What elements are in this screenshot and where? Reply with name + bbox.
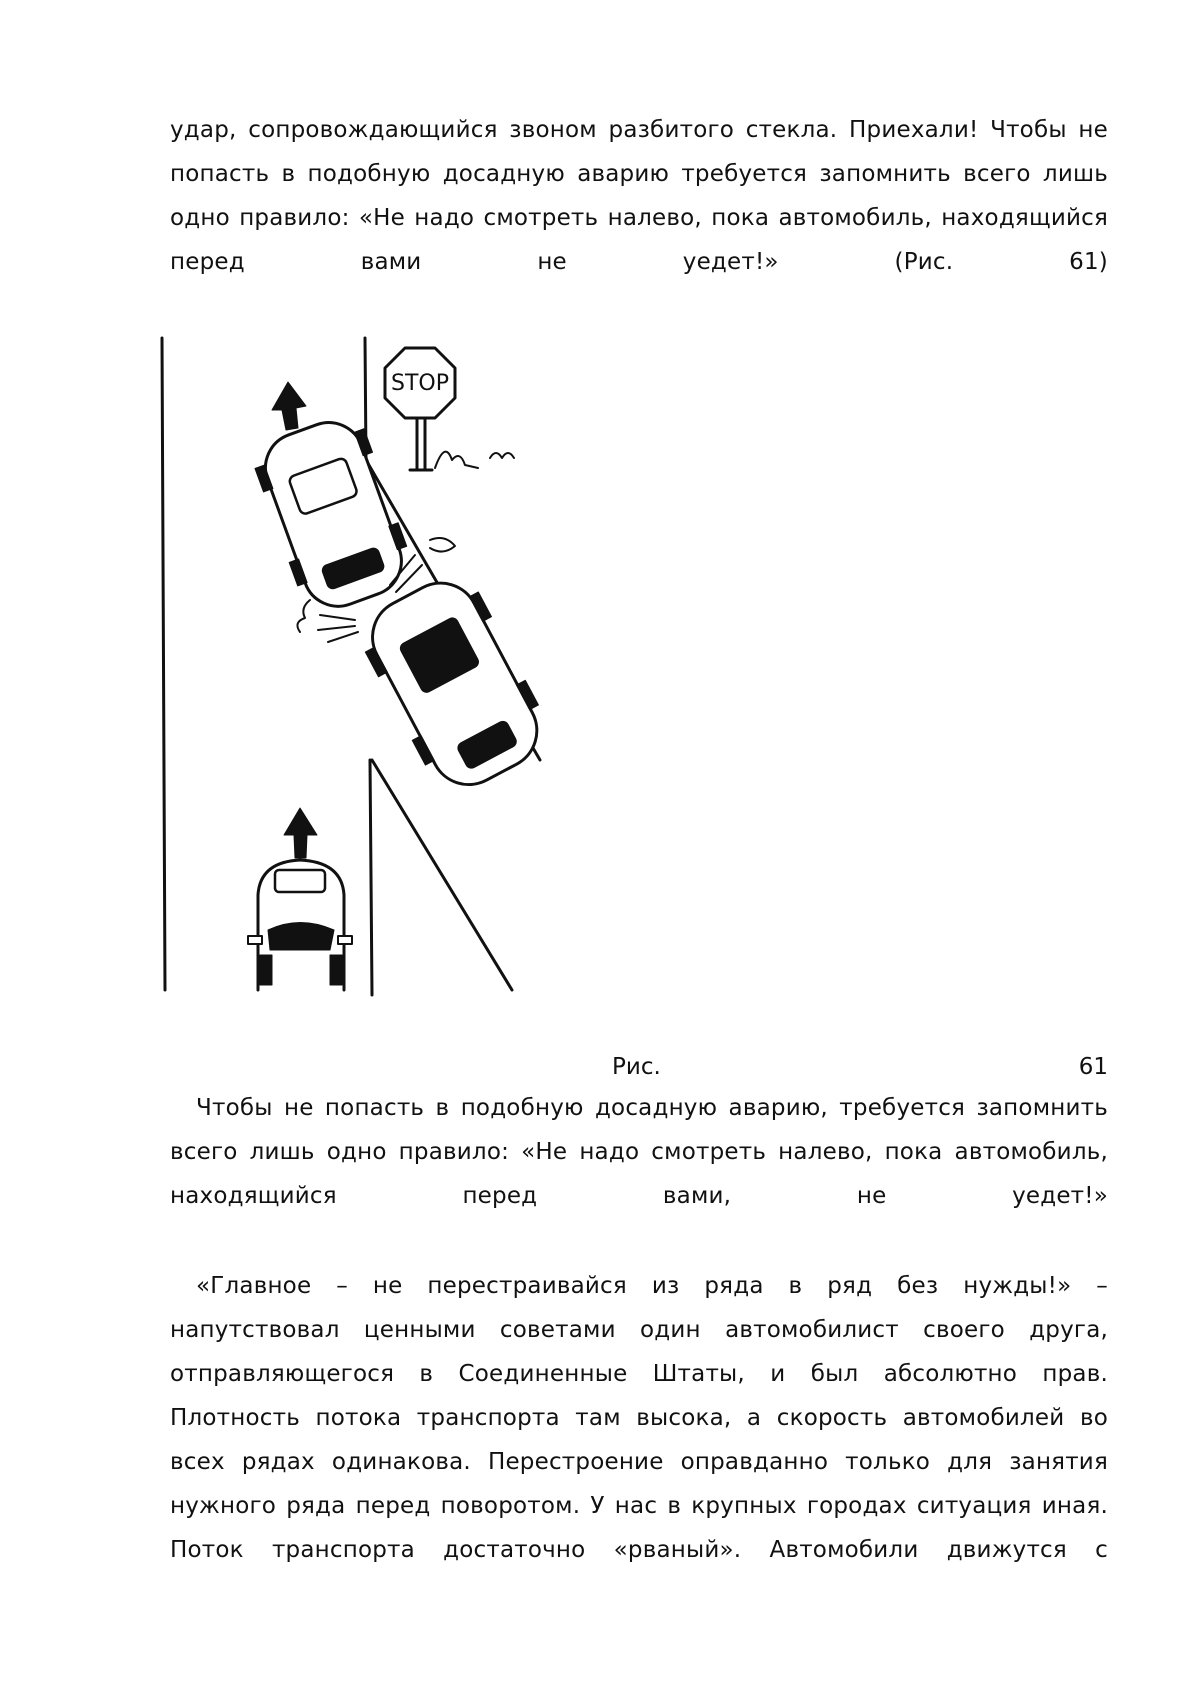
figure-caption: [612, 1052, 1108, 1082]
word: не: [537, 249, 567, 275]
text-line: удар, сопровождающийся звоном разбитого стекла. Приехали! Чтобы не: [170, 117, 1108, 143]
front-car: [248, 410, 419, 619]
road-right-edge-lower: [370, 760, 512, 995]
word: (Рис.: [894, 249, 954, 275]
word: уедет!»: [1012, 1183, 1108, 1209]
paragraph-1: [170, 108, 1108, 284]
paragraph-2: [170, 1086, 1108, 1218]
text-line: Чтобы не попасть в подобную досадную аварию, требуется запомнить: [196, 1095, 1108, 1121]
text-line: Поток транспорта достаточно «рваный». Автомобили движутся с: [170, 1537, 1108, 1563]
text-line: одно правило: «Не надо смотреть налево, пока автомобиль, находящийся: [170, 205, 1108, 231]
paragraph-3: [170, 1264, 1108, 1572]
caption-label: Рис.: [612, 1054, 661, 1080]
word: не: [856, 1183, 887, 1209]
word: перед: [462, 1183, 538, 1209]
word: перед: [170, 249, 245, 275]
word: 61): [1069, 249, 1108, 275]
text-line: всего лишь одно правило: «Не надо смотреть налево, пока автомобиль,: [170, 1139, 1108, 1165]
word: уедет!»: [682, 249, 779, 275]
text-line: Плотность потока транспорта там высока, а скорость автомобилей во: [170, 1405, 1108, 1431]
text-line: «Главное – не перестраивайся из ряда в ряд без нужды!» –: [196, 1273, 1108, 1299]
text-line-justified: [170, 240, 1108, 284]
word: вами,: [662, 1183, 732, 1209]
waiting-car: [248, 860, 352, 990]
stop-sign: [385, 348, 514, 470]
text-line: нужного ряда перед поворотом. У нас в крупных городах ситуация иная.: [170, 1493, 1108, 1519]
figure-61-illustration: [160, 330, 620, 1070]
text-line: напутствовал ценными советами один автомобилист своего друга,: [170, 1317, 1108, 1343]
road-left-edge: [162, 338, 165, 990]
text-line: всех рядах одинакова. Перестроение оправданно только для занятия: [170, 1449, 1108, 1475]
text-line: отправляющегося в Соединенные Штаты, и был абсолютно прав.: [170, 1361, 1108, 1387]
stop-sign-text: STOP: [391, 371, 449, 396]
word: вами: [360, 249, 422, 275]
caption-number: 61: [1078, 1054, 1108, 1080]
word: находящийся: [170, 1183, 337, 1209]
text-line-justified: [170, 1174, 1108, 1218]
arrow-up-icon-bottom: [284, 808, 317, 858]
arrow-up-icon: [272, 382, 306, 430]
rear-car: [351, 565, 558, 802]
text-line: попасть в подобную досадную аварию требуется запомнить всего лишь: [170, 161, 1108, 187]
